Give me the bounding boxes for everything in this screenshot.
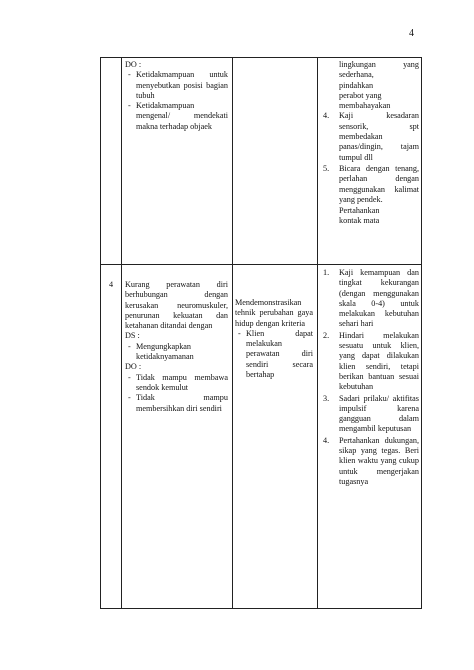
row1-do-label: DO : bbox=[125, 60, 142, 69]
intro-line: pindahkan bbox=[339, 80, 374, 90]
row1-intervention-cell bbox=[321, 60, 419, 227]
intervention-number: 2. bbox=[323, 330, 330, 340]
column-divider bbox=[317, 58, 318, 608]
column-divider bbox=[232, 58, 233, 608]
row2-goal-list bbox=[235, 329, 313, 380]
nursing-care-plan-table bbox=[100, 57, 422, 609]
row2-intervention-list bbox=[321, 268, 419, 487]
row1-diagnosis-cell bbox=[125, 60, 228, 132]
intervention-text: Kaji kemampuan dan tingkat kekurangan (dengan menggunakan skala 0-4) untuk melakukan kebutuhan sehari hari bbox=[339, 268, 419, 329]
row1-do-list bbox=[125, 70, 228, 132]
row2-goal-cell bbox=[235, 298, 313, 380]
row2-intervention-cell bbox=[321, 268, 419, 488]
row1-intervention-intro bbox=[321, 60, 419, 111]
intervention-text: Kaji kesadaran sensorik, spt membedakan panas/dingin, tajam tumpul dll bbox=[339, 111, 419, 162]
intro-line-text: perabot yang bbox=[339, 90, 382, 100]
row-divider bbox=[101, 264, 421, 265]
row1-intervention-tail bbox=[321, 206, 419, 227]
row2-do-label: DO : bbox=[125, 362, 142, 372]
intervention-item bbox=[321, 331, 419, 393]
row2-ds-list bbox=[125, 342, 228, 363]
row2-do-item: - Tidak mampu membersihkan diri sendiri bbox=[125, 393, 228, 414]
row2-goal-item: - Klien dapat melakukan perawatan diri sendiri secara bertahap bbox=[235, 329, 313, 380]
tail-line: Pertahankan bbox=[339, 206, 380, 216]
row2-goal-statement: Mendemonstrasikan tehnik perubahan gaya hidup dengan kriteria bbox=[235, 298, 313, 328]
intervention-number: 4. bbox=[323, 111, 330, 121]
row1-intervention-list bbox=[321, 111, 419, 205]
row2-ds-item: - Mengungkapkan ketidaknyamanan bbox=[125, 342, 228, 363]
row1-do-item: - Ketidakmampuan mengenal/ mendekati makna terhadap objaek bbox=[125, 101, 228, 132]
intervention-number: 1. bbox=[323, 268, 330, 277]
intervention-item bbox=[321, 436, 419, 487]
tail-line: kontak mata bbox=[339, 216, 380, 226]
intro-line bbox=[339, 91, 419, 101]
intervention-text: Pertahankan dukungan, sikap yang tegas. Beri klien waktu yang cukup untuk mengerjakan tugasnya bbox=[339, 435, 419, 486]
intervention-item bbox=[321, 394, 419, 435]
intervention-text: Bicara dengan tenang, perlahan dengan menggunakan kalimat yang pendek. bbox=[339, 163, 419, 204]
intervention-text: Sadari prilaku/ aktifitas impulsif karena gangguan dalam mengambil keputusan bbox=[339, 393, 419, 434]
intervention-number: 3. bbox=[323, 393, 330, 403]
page-number: 4 bbox=[409, 28, 414, 39]
row1-do-item: - Ketidakmampuan untuk menyebutkan posisi bagian tubuh bbox=[125, 70, 228, 101]
row2-number: 4 bbox=[108, 280, 114, 289]
intervention-number: 4. bbox=[323, 435, 330, 445]
row2-ds-label: DS : bbox=[125, 331, 140, 341]
intro-line: lingkungan yang sederhana, bbox=[339, 60, 419, 80]
column-divider bbox=[121, 58, 122, 608]
intervention-item bbox=[321, 268, 419, 330]
intervention-item bbox=[321, 111, 419, 162]
intro-line: membahayakan bbox=[339, 101, 391, 111]
intervention-item bbox=[321, 164, 419, 205]
intervention-text: Hindari melakukan sesuatu untuk klien, yang dapat dilakukan klien sendiri, tetapi berikan bantuan sesuai kebutuhan bbox=[339, 330, 419, 392]
intervention-number: 5. bbox=[323, 163, 330, 173]
row2-diagnosis-cell bbox=[125, 280, 228, 414]
row2-do-item: - Tidak mampu membawa sendok kemulut bbox=[125, 373, 228, 394]
row2-do-list bbox=[125, 373, 228, 414]
row2-diagnosis-statement: Kurang perawatan diri berhubungan dengan kerusakan neuromuskuler, penurunan kekuatan dan ketahanan ditandai dengan bbox=[125, 280, 228, 331]
